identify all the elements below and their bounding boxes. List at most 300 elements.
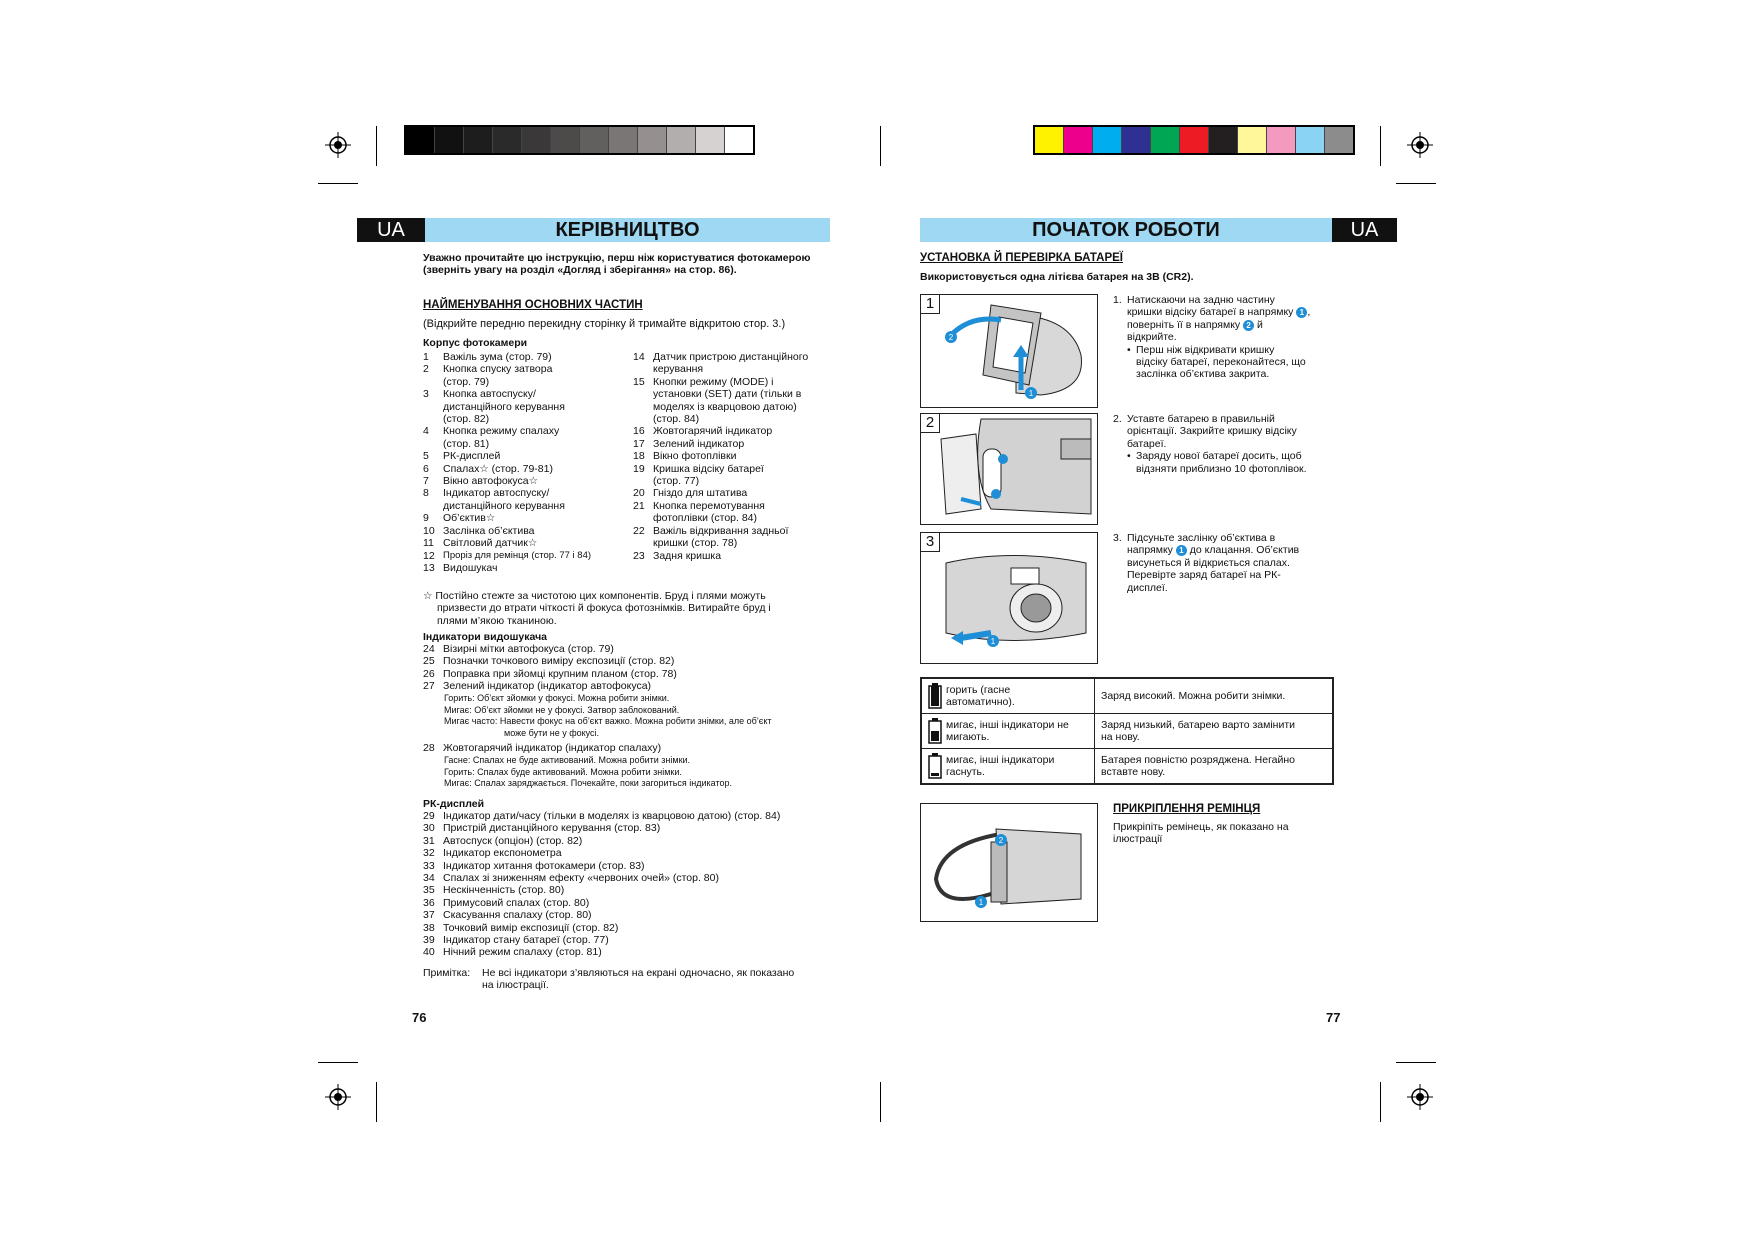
- battery-icon: [928, 683, 942, 709]
- figure-open-battery-cover: [920, 294, 1098, 408]
- list-item: Індикатор дати/часу (тільки в моделях із кварцовою датою) (стор. 84): [443, 810, 781, 822]
- page-title: КЕРІВНИЦТВО: [555, 219, 700, 241]
- list-item: дистанційного керування: [443, 400, 565, 413]
- battery-state-cell: [921, 749, 1095, 785]
- battery-state-text: мигають.: [946, 731, 990, 743]
- list-item-number: 32: [423, 847, 435, 860]
- table-row: [921, 749, 1333, 785]
- step-text: батареї.: [1127, 437, 1167, 450]
- list-item-row: [423, 463, 623, 475]
- list-item: Кнопка автоспуску/: [443, 388, 536, 401]
- battery-state-text: гаснуть.: [946, 766, 985, 778]
- color-swatch: [580, 127, 609, 153]
- color-swatch: [1325, 127, 1353, 153]
- footnote: [423, 967, 853, 992]
- bullet-text: відсіку батареї, переконайтеся, що: [1136, 356, 1306, 369]
- step-3: [1113, 532, 1343, 594]
- list-item-number: 21: [633, 499, 645, 512]
- list-item-row: [633, 413, 833, 425]
- strap-text: [1113, 821, 1333, 846]
- color-swatch: [1122, 127, 1151, 153]
- indicator-detail-line: Горить: Спалах буде активований. Можна робити знімки.: [444, 766, 682, 777]
- list-item-number: 26: [423, 667, 435, 680]
- list-item: дистанційного керування: [443, 499, 565, 512]
- battery-state-text: горить (гасне: [946, 683, 1011, 696]
- list-item-row: [633, 537, 833, 549]
- language-tag: UA: [1332, 218, 1397, 242]
- list-item: (стор. 77): [653, 475, 700, 488]
- list-item-row: [423, 438, 623, 450]
- list-item-row: [423, 376, 623, 388]
- indicator-detail-line: Мигає часто: Навести фокус на об’єкт важко. Можна робити знімки, але об’єкт: [444, 716, 772, 727]
- color-swatch: [1064, 127, 1093, 153]
- list-item: установки (SET) дати (тільки в: [653, 388, 802, 401]
- list-item-row: [633, 487, 833, 499]
- list-item-row: [423, 487, 623, 499]
- color-swatch: [1238, 127, 1267, 153]
- list-item-number: [423, 438, 443, 450]
- battery-icon: [928, 753, 942, 779]
- list-item-row: [423, 562, 623, 574]
- list-item-number: 5: [423, 450, 429, 463]
- list-item-row: [423, 500, 623, 512]
- list-item-number: 36: [423, 896, 435, 909]
- indicator-detail-line: Мигає: Спалах заряджається. Почекайте, поки загориться індикатор.: [444, 778, 732, 789]
- strap-text-line: ілюстрації: [1113, 833, 1163, 846]
- parts-list: [633, 351, 833, 562]
- list-item: Скасування спалаху (стор. 80): [443, 909, 592, 922]
- figure-number: 1: [921, 295, 940, 314]
- color-swatch: [464, 127, 493, 153]
- list-item: Спалах зі зниженням ефекту «червоних очей» (стор. 80): [443, 872, 719, 885]
- step-text: й: [1257, 318, 1263, 331]
- subheading: Індикатори видошукача: [423, 631, 548, 643]
- list-item: Поправка при зйомці крупним планом (стор. 78): [443, 667, 677, 680]
- language-tag: UA: [357, 218, 425, 242]
- color-swatch: [609, 127, 638, 153]
- list-item-row: [423, 922, 843, 934]
- list-item: (стор. 81): [443, 437, 490, 450]
- list-item-number: 38: [423, 921, 435, 934]
- list-item-number: [633, 388, 653, 400]
- care-note-line: призвести до втрати чіткості й фокуса фотознімків. Витирайте бруд і: [437, 602, 771, 615]
- list-item: Нескінченність (стор. 80): [443, 884, 565, 897]
- list-item-number: 13: [423, 561, 435, 574]
- list-item: Проріз для ремінця (стор. 77 і 84): [443, 549, 592, 561]
- indicator-detail-line: може бути не у фокусі.: [504, 727, 600, 738]
- list-item: Світловий датчик☆: [443, 537, 538, 550]
- list-item-number: 30: [423, 822, 435, 835]
- color-swatch: [667, 127, 696, 153]
- color-swatch: [1093, 127, 1122, 153]
- color-swatch: [696, 127, 725, 153]
- page-title-bar: [920, 218, 1332, 242]
- color-swatch: [1209, 127, 1238, 153]
- list-item-number: [633, 413, 653, 425]
- list-item-number: 8: [423, 487, 429, 500]
- list-item-row: [423, 897, 843, 909]
- list-item-number: 24: [423, 643, 435, 655]
- list-item-row: [633, 425, 833, 437]
- list-item-number: 34: [423, 872, 435, 885]
- step-text: висунеться й відкриється спалах.: [1127, 556, 1290, 569]
- crop-mark: [1380, 126, 1381, 166]
- indicator-details: [444, 755, 864, 790]
- list-item-number: 1: [423, 351, 429, 363]
- list-item-number: 14: [633, 351, 645, 363]
- color-swatch: [1151, 127, 1180, 153]
- list-item-row: [633, 475, 833, 487]
- list-item: Автоспуск (опціон) (стор. 82): [443, 834, 583, 847]
- step-text: дисплеї.: [1127, 581, 1168, 594]
- crop-mark: [1396, 183, 1436, 184]
- subheading: РК-дисплей: [423, 798, 485, 810]
- indicator-detail-line: Гасне: Спалах не буде активований. Можна робити знімки.: [444, 755, 691, 765]
- list-item-number: 27: [423, 680, 435, 693]
- list-item: РК-дисплей: [443, 450, 501, 463]
- figure-number: 3: [921, 533, 940, 552]
- step-circle-icon: 2: [1243, 320, 1254, 331]
- list-item-number: [423, 500, 443, 512]
- list-item: Важіль зума (стор. 79): [443, 351, 552, 363]
- list-item-number: 29: [423, 810, 435, 822]
- crop-mark: [880, 1082, 881, 1122]
- list-item-row: [633, 376, 833, 388]
- list-item-row: [423, 668, 843, 680]
- list-item-row: [423, 537, 623, 549]
- list-item: Спалах☆ (стор. 79-81): [443, 462, 553, 475]
- list-item-number: 37: [423, 909, 435, 922]
- list-item-row: [423, 363, 623, 375]
- list-item: моделях із кварцовою датою): [653, 400, 797, 413]
- list-item-row: [633, 363, 833, 375]
- list-item-row: [633, 351, 833, 363]
- list-item-number: [633, 537, 653, 549]
- list-item-number: 3: [423, 388, 429, 401]
- battery-meaning-text: Заряд високий. Можна робити знімки.: [1101, 689, 1286, 702]
- list-item-row: [423, 388, 623, 400]
- list-item-row: [423, 847, 843, 859]
- figure-slide-lens-barrier: [920, 532, 1098, 664]
- list-item: Індикатор хитання фотокамери (стор. 83): [443, 859, 645, 872]
- list-item-row: [423, 351, 623, 363]
- bullet-text: Перш ніж відкривати кришку: [1136, 343, 1275, 356]
- crop-mark: [376, 1082, 377, 1122]
- list-item-number: 19: [633, 462, 645, 475]
- list-item-number: [633, 512, 653, 524]
- list-item-row: [633, 450, 833, 462]
- list-item: (стор. 82): [443, 413, 490, 426]
- color-swatch: [435, 127, 464, 153]
- care-note-line: плями м’якою тканиною.: [437, 614, 557, 627]
- step-1: 1. Натискаючи на задню частину кришки відсіку батареї в напрямку 1 , поверніть її в напрямку 2 й відкрийте. • Перш ніж відкривати кришку відсіку батареї, переконайтеся, що заслінка об’єктива закрита.: [1113, 294, 1311, 381]
- list-item-row: [423, 475, 623, 487]
- list-item: Видошукач: [443, 561, 498, 574]
- section-heading: ПРИКРІПЛЕННЯ РЕМІНЦЯ: [1113, 803, 1261, 815]
- list-item: Задня кришка: [653, 549, 722, 562]
- list-item-row: [423, 413, 623, 425]
- battery-meaning-text: вставте нову.: [1101, 766, 1166, 778]
- registration-mark-icon: [325, 1084, 351, 1110]
- list-item-number: [633, 363, 653, 375]
- color-swatch: [1296, 127, 1325, 153]
- list-item: Нічний режим спалаху (стор. 81): [443, 946, 602, 959]
- figure-insert-battery: [920, 413, 1098, 525]
- care-note-line: ☆ Постійно стежте за чистотою цих компонентів. Бруд і плями можуть: [423, 590, 766, 602]
- list-item-row: [423, 872, 843, 884]
- step-text: поверніть її в напрямку: [1127, 318, 1241, 331]
- color-swatch: [725, 127, 753, 153]
- crop-mark: [318, 1062, 358, 1063]
- page-number: 77: [1326, 1010, 1341, 1025]
- step-circle: 1: [978, 898, 984, 907]
- list-item-number: 6: [423, 462, 429, 475]
- list-item-number: 16: [633, 425, 645, 438]
- list-item-number: [423, 376, 443, 388]
- figure-attach-strap: [920, 803, 1098, 922]
- list-item-number: 25: [423, 655, 435, 668]
- strap-illustration: [921, 804, 1097, 921]
- step-text: орієнтації. Закрийте кришку відсіку: [1127, 425, 1297, 438]
- care-note: [423, 590, 843, 627]
- footnote-text: на ілюстрації.: [482, 979, 549, 992]
- step-text: відкрийте.: [1127, 331, 1177, 344]
- list-item: Візирні мітки автофокуса (стор. 79): [443, 643, 614, 655]
- step-circle: 1: [990, 637, 996, 646]
- table-row: [921, 678, 1333, 714]
- list-item: Кришка відсіку батареї: [653, 462, 764, 475]
- list-item: Кнопка спуску затвора: [443, 363, 553, 376]
- battery-state-text: мигає, інші індикатори не: [946, 718, 1069, 731]
- registration-mark-icon: [1407, 1084, 1433, 1110]
- list-item-number: 40: [423, 946, 435, 959]
- list-item-row: [633, 438, 833, 450]
- list-item-row: [633, 463, 833, 475]
- crop-mark: [318, 183, 358, 184]
- bullet-icon: •: [1127, 343, 1131, 356]
- color-swatch: [1180, 127, 1209, 153]
- list-item-row: [423, 946, 843, 958]
- crop-mark: [1380, 1082, 1381, 1122]
- color-swatch: [1267, 127, 1296, 153]
- list-item-number: [423, 413, 443, 425]
- step-text: Перевірте заряд батареї на РК-: [1127, 569, 1281, 582]
- indicator-detail-line: Мигає: Об’єкт зйомки не у фокусі. Затвор заблокований.: [444, 704, 680, 715]
- battery-meaning-cell: [1095, 678, 1334, 714]
- list-item-row: [633, 500, 833, 512]
- table-row: [921, 714, 1333, 749]
- list-item-number: 39: [423, 934, 435, 947]
- step-number: 3.: [1113, 532, 1122, 544]
- list-item-row: [423, 425, 623, 437]
- list-item: (стор. 84): [653, 413, 700, 426]
- list-item: Пристрій дистанційного керування (стор. 83): [443, 822, 661, 835]
- list-item: Жовтогарячий індикатор (індикатор спалаху): [443, 742, 662, 754]
- list-item-row: [633, 512, 833, 524]
- crop-mark: [376, 126, 377, 166]
- list-item-number: 23: [633, 549, 645, 562]
- page-title-bar: [425, 218, 830, 242]
- list-item: Примусовий спалах (стор. 80): [443, 896, 590, 909]
- list-item: кришки (стор. 78): [653, 537, 738, 550]
- list-item: Кнопка перемотування: [653, 499, 765, 512]
- list-item: Індикатор стану батареї (стор. 77): [443, 934, 609, 947]
- subheading: Корпус фотокамери: [423, 337, 528, 349]
- color-swatch: [493, 127, 522, 153]
- list-item: Зелений індикатор: [653, 437, 745, 450]
- list-item-row: [423, 835, 843, 847]
- list-item-row: [423, 401, 623, 413]
- battery-state-text: автоматично).: [946, 696, 1015, 708]
- battery-meaning-cell: [1095, 749, 1334, 785]
- list-item: Вікно автофокуса☆: [443, 475, 539, 488]
- list-item: (стор. 79): [443, 375, 490, 388]
- list-item-number: 9: [423, 512, 429, 525]
- list-item: Позначки точкового виміру експозиції (стор. 82): [443, 655, 675, 668]
- color-swatch: [406, 127, 435, 153]
- bullet-text: відзняти приблизно 10 фотоплівок.: [1136, 462, 1307, 475]
- section-heading: НАЙМЕНУВАННЯ ОСНОВНИХ ЧАСТИН: [423, 299, 643, 311]
- indicator-details: [444, 693, 864, 739]
- battery-meaning-text: Батарея повністю розряджена. Негайно: [1101, 753, 1296, 766]
- list-item: Жовтогарячий індикатор: [653, 425, 773, 438]
- battery-status-table: [920, 677, 1334, 785]
- section-heading: УСТАНОВКА Й ПЕРЕВІРКА БАТАРЕЇ: [920, 252, 1123, 264]
- list-item: Гніздо для штатива: [653, 487, 748, 500]
- bullet-text: заслінка об’єктива закрита.: [1136, 368, 1270, 381]
- list-item-number: 33: [423, 859, 435, 872]
- color-swatch: [1035, 127, 1064, 153]
- list-item-number: 20: [633, 487, 645, 500]
- page-number: 76: [412, 1010, 427, 1025]
- camera-illustration: [921, 295, 1097, 407]
- list-item-number: 15: [633, 375, 645, 388]
- list-item-number: 7: [423, 475, 429, 488]
- list-item-number: [633, 401, 653, 413]
- step-text: до клацання. Об’єктив: [1189, 544, 1300, 557]
- color-swatch: [638, 127, 667, 153]
- figure-number: 2: [921, 414, 940, 433]
- battery-state-cell: [921, 678, 1095, 714]
- step-text: Уставте батарею в правильній: [1127, 413, 1275, 425]
- list-item: Кнопка режиму спалаху: [443, 425, 560, 438]
- camera-illustration: [921, 414, 1097, 524]
- list-item: Заслінка об’єктива: [443, 524, 535, 537]
- list-item: Важіль відкривання задньої: [653, 524, 789, 537]
- list-item-row: [633, 401, 833, 413]
- list-item: Кнопки режиму (MODE) і: [653, 375, 774, 388]
- list-item-number: 11: [423, 537, 434, 550]
- list-item-number: 35: [423, 884, 435, 897]
- color-calibration-strip: [1033, 125, 1355, 155]
- camera-illustration: [921, 533, 1097, 663]
- battery-icon: [928, 718, 942, 744]
- color-swatch: [522, 127, 551, 153]
- list-item-number: 18: [633, 450, 645, 463]
- list-item: Точковий вимір експозиції (стор. 82): [443, 921, 619, 934]
- list-item: Вікно фотоплівки: [653, 450, 737, 463]
- list-item-number: 22: [633, 524, 645, 537]
- list-item-number: [423, 401, 443, 413]
- list-item-number: 2: [423, 363, 429, 376]
- list-item: Датчик пристрою дистанційного: [653, 351, 809, 363]
- list-item-row: [423, 884, 843, 896]
- page-title: ПОЧАТОК РОБОТИ: [1032, 219, 1220, 241]
- battery-meaning-cell: [1095, 714, 1334, 749]
- intro-text: Уважно прочитайте цю інструкцію, перш ніж користуватися фотокамерою (зверніть увагу на розділ «Догляд і зберігання» на стор. 86).: [423, 252, 811, 277]
- section-subtext: Використовується одна літієва батарея на 3В (CR2).: [920, 271, 1194, 283]
- list-item-row: [423, 525, 623, 537]
- footnote-text: Не всі індикатори з’являються на екрані одночасно, як показано: [482, 967, 795, 979]
- list-item: Зелений індикатор (індикатор автофокуса): [443, 680, 652, 693]
- registration-mark-icon: [1407, 132, 1433, 158]
- viewfinder-list: [423, 742, 843, 754]
- registration-mark-icon: [325, 132, 351, 158]
- list-item: керування: [653, 363, 704, 376]
- parts-note: (Відкрийте передню перекидну сторінку й тримайте відкритою стор. 3.): [423, 318, 786, 330]
- viewfinder-list: [423, 643, 843, 693]
- battery-state-cell: [921, 714, 1095, 749]
- list-item-row: [423, 550, 623, 562]
- list-item-row: [423, 680, 843, 692]
- step-text: кришки відсіку батареї в напрямку: [1127, 306, 1294, 319]
- list-item: Індикатор експонометра: [443, 847, 562, 860]
- list-item-row: [633, 388, 833, 400]
- bullet-text: Заряду нової батареї досить, щоб: [1136, 450, 1302, 463]
- strap-text-line: Прикріпіть ремінець, як показано на: [1113, 821, 1289, 833]
- list-item-number: 17: [633, 437, 645, 450]
- grayscale-calibration-strip: [404, 125, 755, 155]
- battery-meaning-text: на нову.: [1101, 731, 1140, 743]
- list-item-row: [423, 822, 843, 834]
- list-item-row: [423, 934, 843, 946]
- lcd-list: [423, 810, 843, 959]
- parts-list: [423, 351, 623, 574]
- list-item-row: [423, 810, 843, 822]
- bullet-icon: •: [1127, 450, 1131, 463]
- step-text: напрямку: [1127, 544, 1173, 557]
- battery-state-text: мигає, інші індикатори: [946, 753, 1055, 766]
- color-swatch: [551, 127, 580, 153]
- step-number: 2.: [1113, 413, 1122, 425]
- step-circle: 2: [948, 333, 954, 342]
- list-item-number: 28: [423, 742, 435, 754]
- step-text: Підсуньте заслінку об’єктива в: [1127, 532, 1276, 544]
- list-item-row: [423, 655, 843, 667]
- list-item-row: [423, 909, 843, 921]
- step-number: 1.: [1113, 294, 1122, 306]
- list-item-number: 31: [423, 834, 435, 847]
- list-item-number: 12: [423, 549, 435, 562]
- step-circle: 2: [998, 836, 1004, 845]
- battery-meaning-text: Заряд низький, батарею варто замінити: [1101, 718, 1296, 731]
- list-item-row: [633, 525, 833, 537]
- list-item-number: 10: [423, 524, 435, 537]
- step-circle-icon: 1: [1176, 545, 1187, 556]
- list-item-row: [423, 512, 623, 524]
- list-item: фотоплівки (стор. 84): [653, 512, 758, 525]
- list-item: Індикатор автоспуску/: [443, 487, 550, 500]
- list-item-number: [633, 475, 653, 487]
- list-item: Об’єктив☆: [443, 512, 496, 525]
- list-item-row: [423, 860, 843, 872]
- step-text: Натискаючи на задню частину: [1127, 294, 1275, 306]
- list-item-row: [423, 643, 843, 655]
- crop-mark: [880, 126, 881, 166]
- indicator-detail-line: Горить: Об’єкт зйомки у фокусі. Можна робити знімки.: [444, 693, 670, 703]
- step-circle-icon: 1: [1296, 307, 1307, 318]
- step-circle: 1: [1028, 389, 1034, 398]
